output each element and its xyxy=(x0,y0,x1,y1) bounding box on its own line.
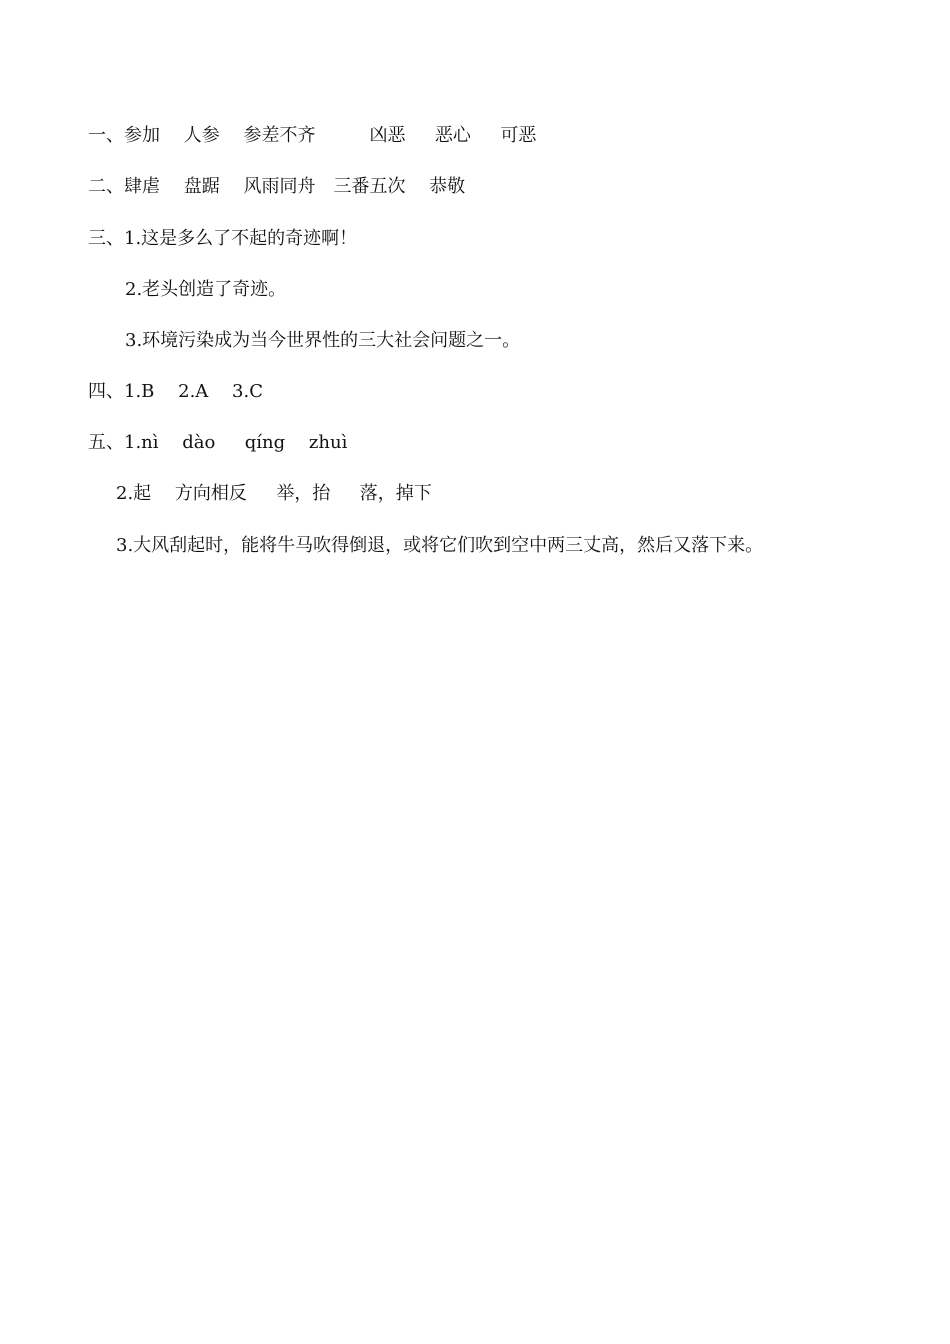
answer-section-5-item-1: 五、1.nì dào qíng zhuì xyxy=(88,432,348,453)
answer-section-5-item-2: 2.起 方向相反 举，抬 落，掉下 xyxy=(116,483,432,504)
answer-section-3-item-3: 3.环境污染成为当今世界性的三大社会问题之一。 xyxy=(125,330,521,351)
answer-section-3-item-2: 2.老头创造了奇迹。 xyxy=(125,279,287,300)
answer-section-5-item-3: 3.大风刮起时，能将牛马吹得倒退，或将它们吹到空中两三丈高，然后又落下来。 xyxy=(116,535,764,556)
answer-section-3-item-1: 三、1.这是多么了不起的奇迹啊！ xyxy=(88,228,358,249)
answer-section-4: 四、1.B 2.A 3.C xyxy=(88,381,263,402)
answer-section-2: 二、肆虐 盘踞 风雨同舟 三番五次 恭敬 xyxy=(88,176,466,197)
answer-section-1: 一、参加 人参 参差不齐 凶恶 恶心 可恶 xyxy=(88,125,537,146)
